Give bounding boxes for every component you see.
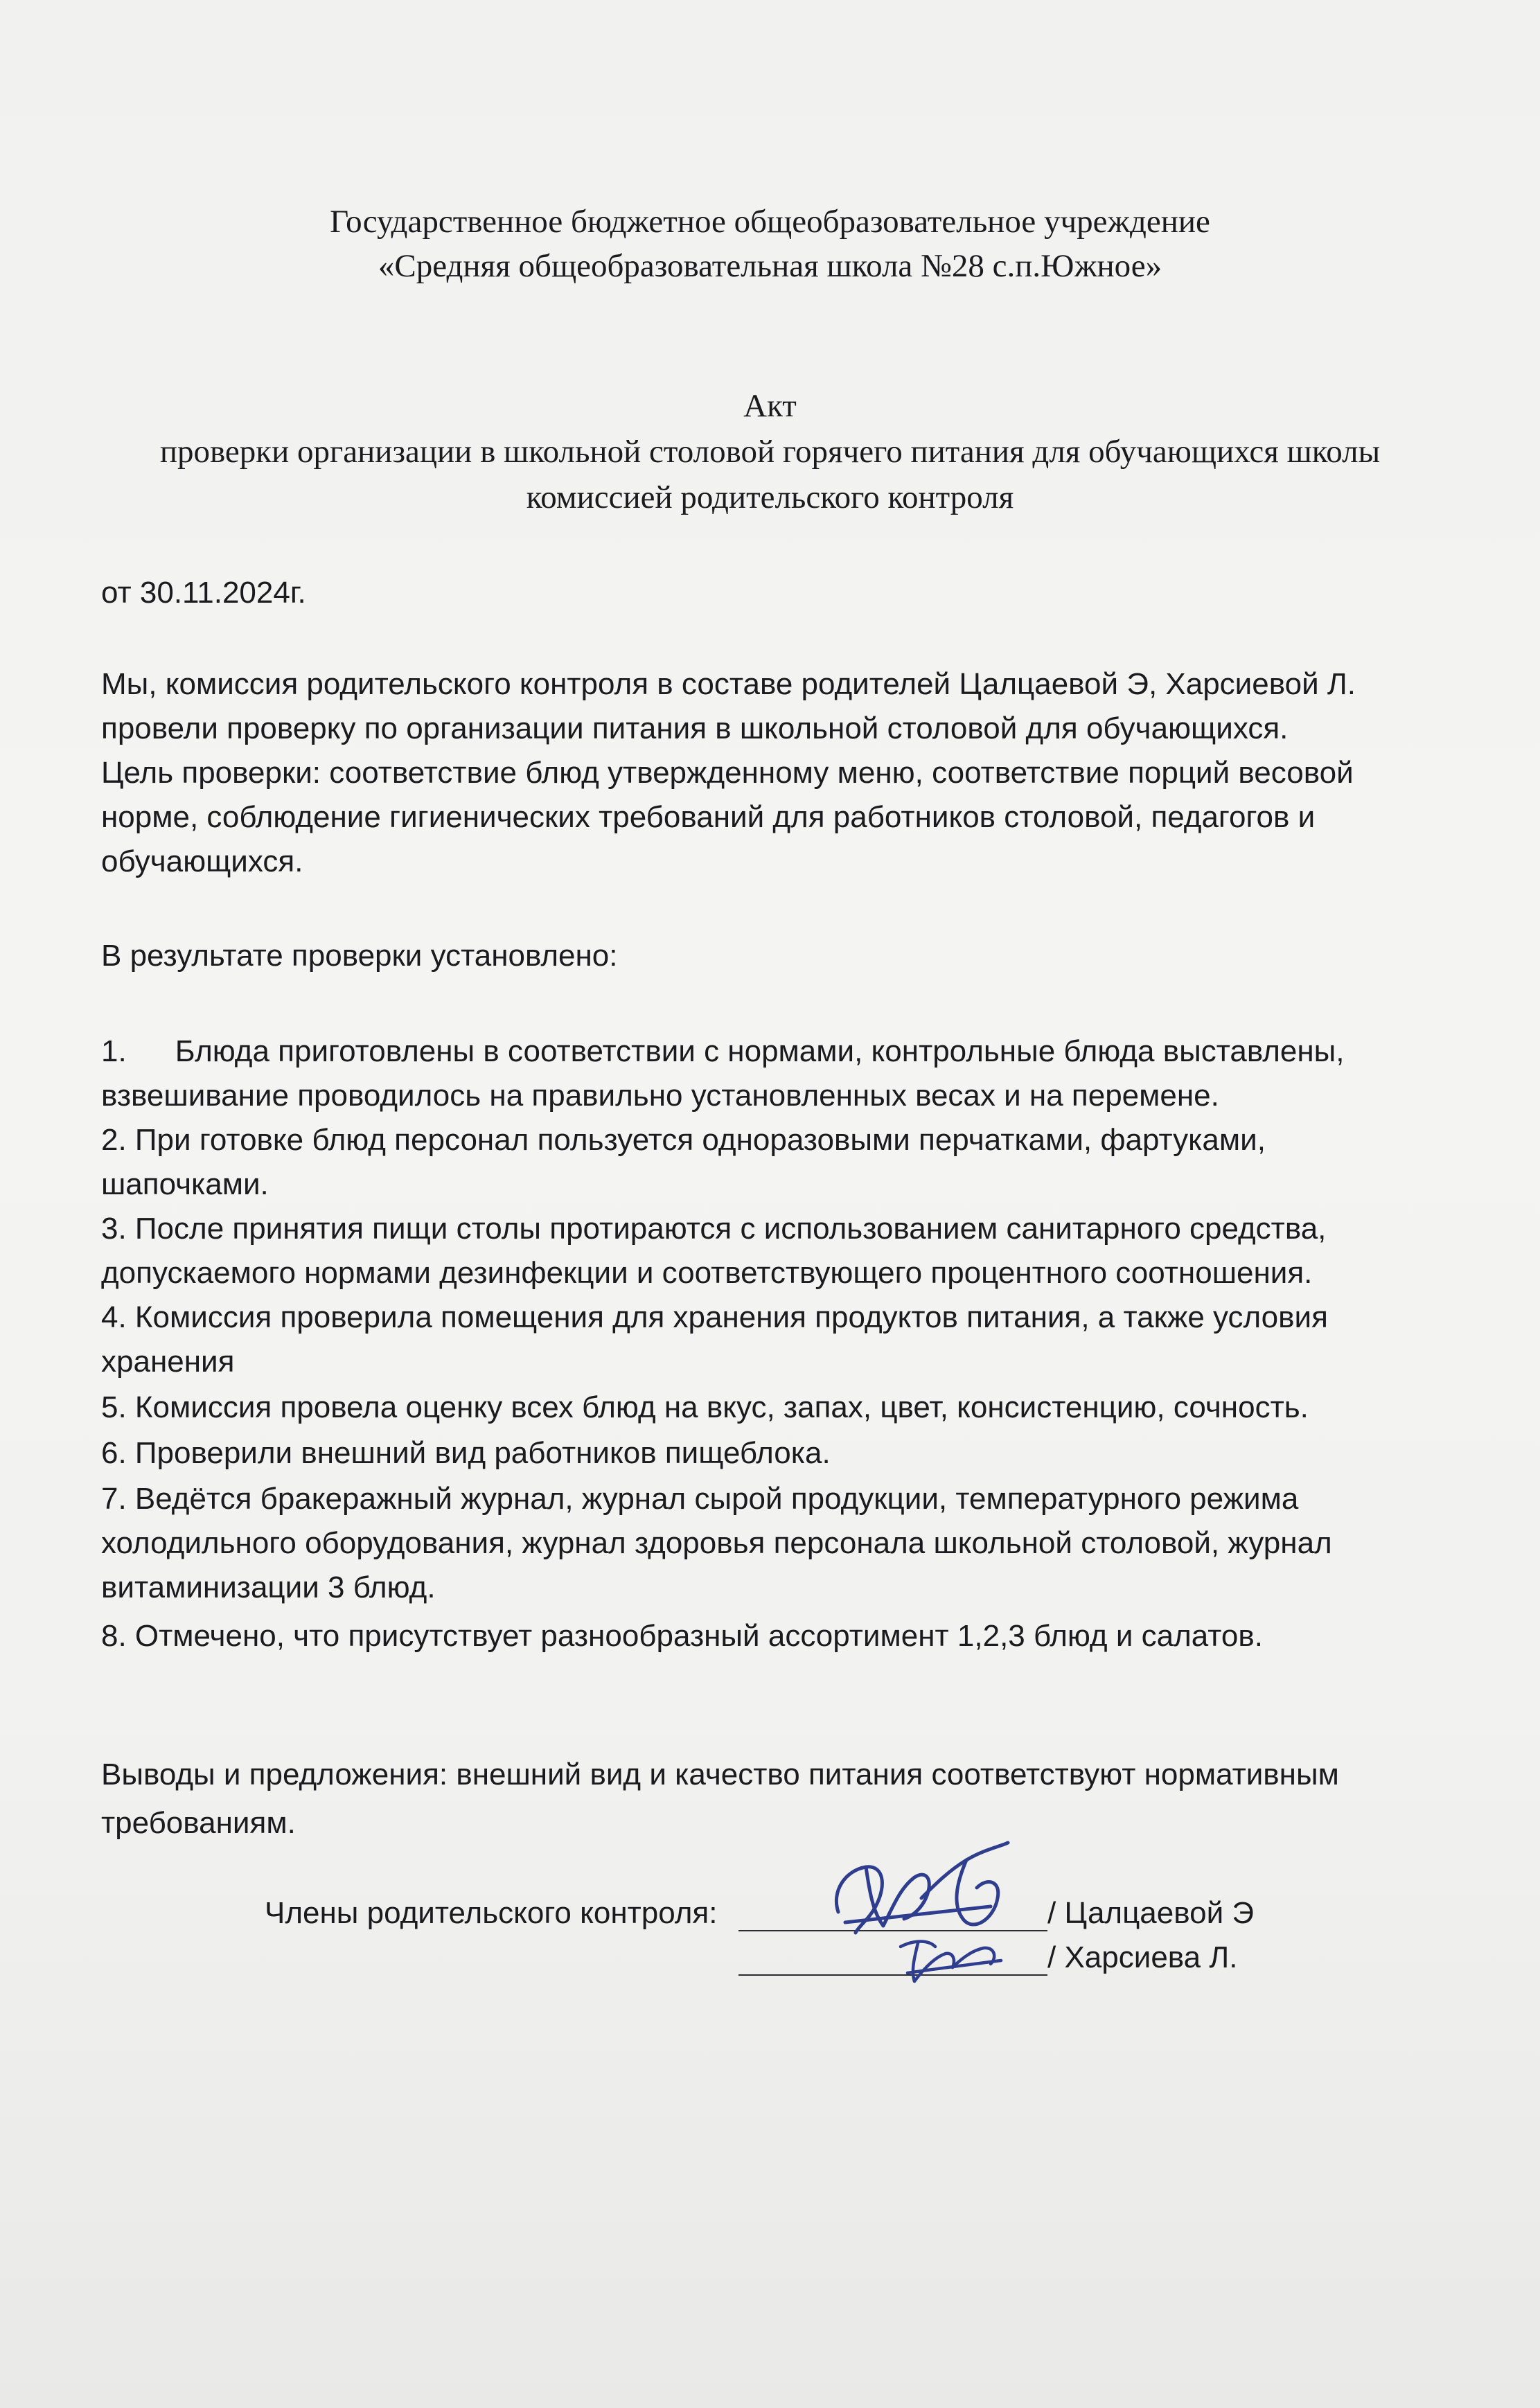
list-item: взвешивание проводилось на правильно установленных весах и на перемене. xyxy=(101,1079,1219,1113)
list-item: шапочками. xyxy=(101,1167,269,1201)
intro-line: Мы, комиссия родительского контроля в составе родителей Цалцаевой Э, Харсиевой Л. xyxy=(101,667,1356,701)
list-item: 7. Ведётся бракеражный журнал, журнал сырой продукции, температурного режима xyxy=(101,1482,1299,1516)
list-item: 3. После принятия пищи столы протираются с использованием санитарного средства, xyxy=(101,1212,1327,1246)
intro-line: провели проверку по организации питания в школьной столовой для обучающихся. xyxy=(101,711,1289,745)
document-date: от 30.11.2024г. xyxy=(101,576,306,610)
list-item-text: Блюда приготовлены в соответствии с нормами, контрольные блюда выставлены, xyxy=(175,1034,1345,1068)
list-item: 8. Отмечено, что присутствует разнообразный ассортимент 1,2,3 блюд и салатов. xyxy=(101,1619,1264,1653)
intro-line: норме, соблюдение гигиенических требований для работников столовой, педагогов и xyxy=(101,800,1316,834)
list-item: холодильного оборудования, журнал здоровья персонала школьной столовой, журнал xyxy=(101,1526,1332,1560)
institution-name-line2: «Средняя общеобразовательная школа №28 с.п.Южное» xyxy=(378,248,1162,284)
results-heading: В результате проверки установлено: xyxy=(101,939,618,973)
signature-member-1: / Цалцаевой Э xyxy=(1047,1896,1255,1930)
list-item: допускаемого нормами дезинфекции и соответствующего процентного соотношения. xyxy=(101,1256,1313,1290)
document-subtitle-line1: проверки организации в школьной столовой горячего питания для обучающихся школы xyxy=(159,434,1381,470)
list-item: хранения xyxy=(101,1345,235,1379)
signatures-label: Члены родительского контроля: xyxy=(265,1896,718,1930)
list-item: витаминизации 3 блюд. xyxy=(101,1570,436,1604)
conclusions-line: Выводы и предложения: внешний вид и качество питания соответствуют нормативным xyxy=(101,1758,1339,1791)
list-item: 2. При готовке блюд персонал пользуется одноразовыми перчатками, фартуками, xyxy=(101,1123,1266,1157)
list-item: 4. Комиссия проверила помещения для хранения продуктов питания, а также условия xyxy=(101,1300,1328,1334)
signature-member-2: / Харсиева Л. xyxy=(1047,1940,1238,1974)
list-item: 5. Комиссия провела оценку всех блюд на вкус, запах, цвет, консистенцию, сочность. xyxy=(101,1390,1309,1424)
list-item-number: 1. xyxy=(101,1034,127,1068)
intro-line: обучающихся. xyxy=(101,844,303,878)
intro-line: Цель проверки: соответствие блюд утвержденному меню, соответствие порций весовой xyxy=(101,756,1354,790)
institution-name-line1: Государственное бюджетное общеобразовательное учреждение xyxy=(330,204,1210,240)
conclusions-line: требованиям. xyxy=(101,1806,296,1840)
handwritten-signature-2 xyxy=(887,1919,1011,1995)
list-item: 6. Проверили внешний вид работников пищеблока. xyxy=(101,1436,831,1470)
list-item xyxy=(101,1032,1345,1071)
document-title: Акт xyxy=(743,388,797,424)
document-subtitle-line2: комиссией родительского контроля xyxy=(526,479,1014,515)
